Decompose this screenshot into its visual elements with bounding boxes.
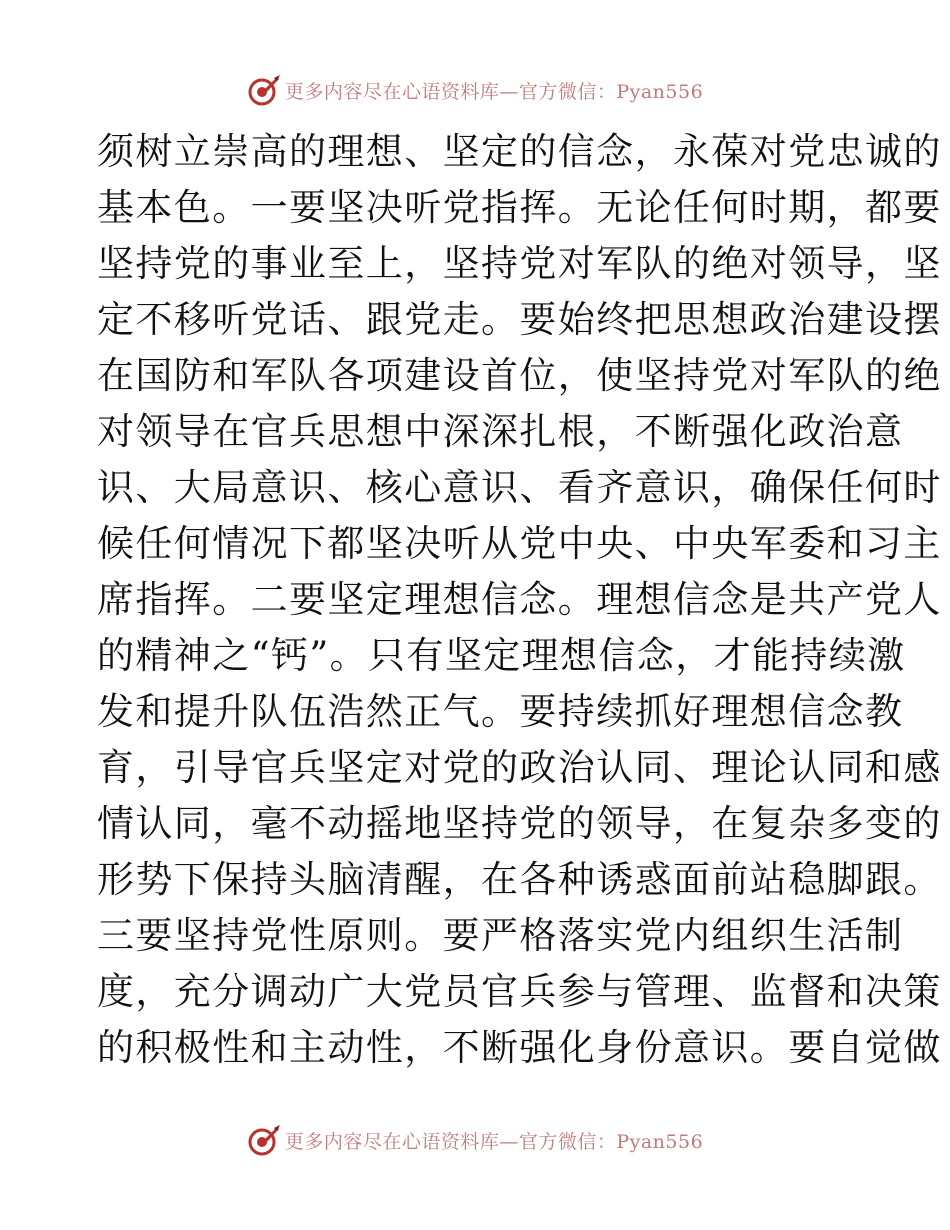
quill-logo-icon bbox=[247, 1123, 281, 1157]
text-line-11: 发和提升队伍浩然正气。要持续抓好理想信念教 bbox=[97, 690, 904, 733]
text-line-8: 候任何情况下都坚决听从党中央、中央军委和习主 bbox=[97, 522, 942, 565]
footer-watermark-banner bbox=[0, 1120, 950, 1160]
text-line-13: 情认同，毫不动摇地坚持党的领导，在复杂多变的 bbox=[97, 802, 942, 845]
header-watermark-banner bbox=[0, 70, 950, 110]
text-line-14: 形势下保持头脑清醒，在各种诱惑面前站稳脚跟。 bbox=[97, 858, 942, 901]
text-line-16: 度，充分调动广大党员官兵参与管理、监督和决策 bbox=[97, 970, 942, 1013]
text-line-4: 定不移听党话、跟党走。要始终把思想政治建设摆 bbox=[97, 298, 942, 341]
text-line-5: 在国防和军队各项建设首位，使坚持党对军队的绝 bbox=[97, 354, 942, 397]
quill-logo-icon bbox=[247, 73, 281, 107]
text-line-3: 坚持党的事业至上，坚持党对军队的绝对领导，坚 bbox=[97, 242, 942, 285]
text-line-12: 育，引导官兵坚定对党的政治认同、理论认同和感 bbox=[97, 746, 942, 789]
text-line-1: 须树立崇高的理想、坚定的信念，永葆对党忠诚的 bbox=[97, 130, 942, 173]
footer-banner-text: 更多内容尽在心语资料库—官方微信：Pyan556 bbox=[284, 1130, 704, 1153]
text-line-2: 基本色。一要坚决听党指挥。无论任何时期，都要 bbox=[97, 186, 942, 229]
text-line-10: 的精神之“钙”。只有坚定理想信念，才能持续激 bbox=[97, 634, 906, 677]
text-line-9: 席指挥。二要坚定理想信念。理想信念是共产党人 bbox=[97, 578, 942, 621]
header-wechat-id: Pyan556 bbox=[616, 80, 704, 103]
text-line-7: 识、大局意识、核心意识、看齐意识，确保任何时 bbox=[97, 466, 942, 509]
text-line-6: 对领导在官兵思想中深深扎根，不断强化政治意 bbox=[97, 410, 904, 453]
text-line-15: 三要坚持党性原则。要严格落实党内组织生活制 bbox=[97, 914, 904, 957]
document-body bbox=[97, 124, 942, 1076]
header-banner-text: 更多内容尽在心语资料库—官方微信：Pyan556 bbox=[284, 80, 704, 103]
footer-wechat-id: Pyan556 bbox=[616, 1130, 704, 1153]
text-line-17: 的积极性和主动性，不断强化身份意识。要自觉做 bbox=[97, 1026, 942, 1069]
